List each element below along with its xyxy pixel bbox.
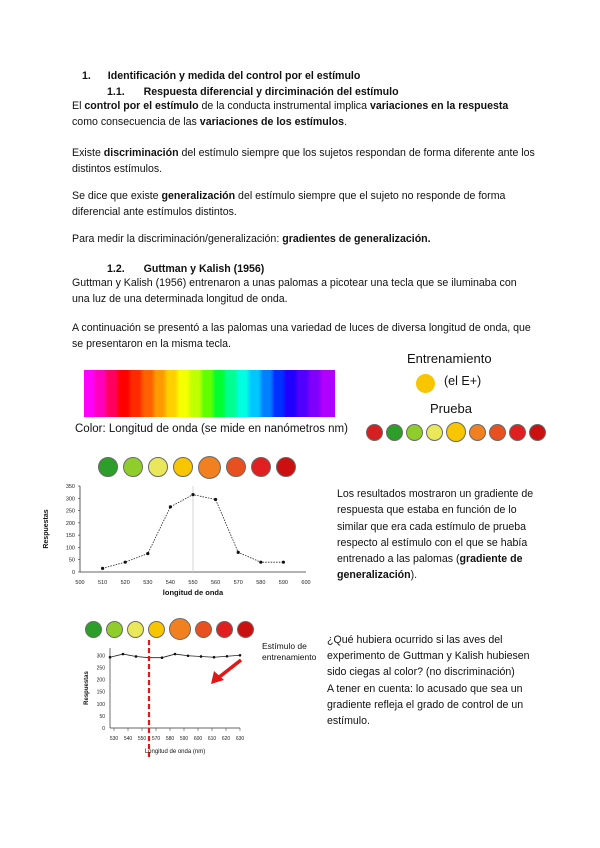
spectrum-stripe bbox=[132, 370, 145, 417]
test-stimulus-dot bbox=[366, 424, 383, 441]
test-stimulus-dot bbox=[127, 621, 144, 638]
test-stimuli-row bbox=[366, 422, 546, 442]
test-stimulus-dot bbox=[216, 621, 233, 638]
training-stimulus-annotation: Estímulo de entrenamiento bbox=[262, 641, 317, 662]
section-title: Guttman y Kalish (1956) bbox=[143, 263, 265, 275]
data-point bbox=[122, 653, 125, 656]
spectrum-stripe bbox=[274, 370, 287, 417]
spectrum-stripe bbox=[108, 370, 121, 417]
x-tick-label: 630 bbox=[235, 736, 245, 742]
data-point bbox=[191, 493, 194, 496]
y-tick-label: 100 bbox=[65, 545, 75, 552]
test-stimulus-dot bbox=[509, 424, 526, 441]
y-tick-label: 350 bbox=[65, 484, 75, 490]
spectrum-stripe bbox=[298, 370, 311, 417]
spectrum-stripe bbox=[286, 370, 299, 417]
section-1-1-heading bbox=[107, 86, 399, 98]
paragraph-guttman: Guttman y Kalish (1956) entrenaron a unas palomas a picotear una tecla que se iluminaba con una luz de una determinada longitud de onda. bbox=[72, 277, 517, 305]
spectrum-stripe bbox=[310, 370, 323, 417]
x-tick-label: 500 bbox=[75, 580, 85, 586]
section-number: 1.1. bbox=[107, 86, 125, 98]
x-tick-label: 560 bbox=[211, 580, 221, 586]
test-stimulus-dot bbox=[148, 621, 165, 638]
y-tick-label: 100 bbox=[96, 701, 105, 708]
test-stimulus-dot bbox=[226, 457, 246, 477]
spectrum-stripe bbox=[251, 370, 264, 417]
spectrum-stripe bbox=[155, 370, 168, 417]
chart1-stimuli-row bbox=[98, 455, 328, 479]
test-stimulus-dot bbox=[426, 424, 443, 441]
data-point bbox=[214, 498, 217, 501]
x-tick-label: 590 bbox=[179, 736, 189, 742]
y-tick-label: 50 bbox=[99, 713, 105, 720]
spectrum-stripe bbox=[120, 370, 133, 417]
section-number: 1. bbox=[82, 70, 91, 82]
section-number: 1.2. bbox=[107, 263, 125, 275]
x-tick-label: 550 bbox=[188, 580, 198, 586]
y-tick-label: 250 bbox=[96, 665, 105, 672]
spectrum-caption: Color: Longitud de onda (se mide en nanómetros nm) bbox=[75, 423, 348, 435]
x-tick-label: 620 bbox=[221, 736, 231, 742]
test-stimulus-dot bbox=[489, 424, 506, 441]
training-stimulus-dot bbox=[198, 456, 221, 479]
y-tick-label: 300 bbox=[96, 653, 105, 660]
y-tick-label: 150 bbox=[65, 533, 75, 540]
paragraph-measure: Para medir la discriminación/generalización: gradientes de generalización. bbox=[72, 233, 431, 245]
test-stimulus-dot bbox=[529, 424, 546, 441]
data-point bbox=[200, 655, 203, 658]
data-point bbox=[187, 654, 190, 657]
test-stimulus-dot bbox=[469, 424, 486, 441]
x-tick-label: 600 bbox=[301, 580, 311, 586]
test-stimulus-dot bbox=[251, 457, 271, 477]
data-point bbox=[146, 552, 149, 555]
results-paragraph: Los resultados mostraron un gradiente de respuesta que estaba en función de lo similar que era cada estímulo de prueba respecto al estímulo con el que se había entrenado a las palomas (gradiente de generalización). bbox=[337, 488, 534, 582]
y-tick-label: 250 bbox=[65, 508, 75, 515]
data-point bbox=[259, 561, 262, 564]
data-point bbox=[174, 653, 177, 656]
x-tick-label: 590 bbox=[278, 580, 288, 586]
x-tick-label: 540 bbox=[123, 736, 133, 742]
test-stimulus-dot bbox=[237, 621, 254, 638]
x-tick-label: 570 bbox=[151, 736, 161, 742]
test-stimulus-dot bbox=[123, 457, 143, 477]
paragraph-control: El control por el estímulo de la conducta instrumental implica variaciones en la respuesta como consecuencia de las variaciones de los estímulos. bbox=[72, 100, 509, 128]
spectrum-stripe bbox=[96, 370, 109, 417]
training-stimulus-dot bbox=[169, 618, 191, 640]
x-tick-label: 510 bbox=[98, 580, 108, 586]
arrow-shaft bbox=[218, 660, 241, 678]
y-tick-label: 0 bbox=[102, 726, 105, 732]
spectrum-stripe bbox=[167, 370, 180, 417]
training-label: (el E+) bbox=[444, 374, 482, 388]
spectrum-stripe bbox=[322, 370, 335, 417]
section-title: Identificación y medida del control por el estímulo bbox=[107, 70, 361, 82]
y-tick-label: 200 bbox=[65, 520, 75, 527]
spectrum-stripe bbox=[203, 370, 216, 417]
paragraph-generalization: Se dice que existe generalización del estímulo siempre que el sujeto no responde de forma diferencial ante estímulos distintos. bbox=[72, 190, 506, 218]
section-1-2-heading bbox=[107, 263, 264, 275]
spectrum-stripe bbox=[191, 370, 204, 417]
test-stimulus-dot bbox=[406, 424, 423, 441]
spectrum-stripe bbox=[84, 370, 97, 417]
data-point bbox=[282, 561, 285, 564]
no-discrimination-chart bbox=[78, 640, 328, 765]
y-tick-label: 300 bbox=[65, 496, 75, 503]
spectrum-stripe bbox=[179, 370, 192, 417]
y-axis-label: Respuestas bbox=[84, 671, 90, 705]
data-point bbox=[239, 654, 242, 657]
training-stimulus-dot bbox=[446, 422, 466, 442]
test-stimulus-dot bbox=[195, 621, 212, 638]
data-point bbox=[237, 551, 240, 554]
x-tick-label: 520 bbox=[120, 580, 130, 586]
spectrum-stripe bbox=[215, 370, 228, 417]
test-title: Prueba bbox=[430, 401, 472, 416]
x-tick-label: 550 bbox=[137, 736, 147, 742]
x-tick-label: 530 bbox=[143, 580, 153, 586]
data-point bbox=[226, 655, 229, 658]
training-title: Entrenamiento bbox=[407, 351, 492, 366]
data-point bbox=[135, 655, 138, 658]
x-axis-label: Longitud de onda (nm) bbox=[144, 749, 206, 755]
x-tick-label: 530 bbox=[109, 736, 119, 742]
spectrum-stripe bbox=[227, 370, 240, 417]
x-tick-label: 600 bbox=[193, 736, 203, 742]
test-stimulus-dot bbox=[276, 457, 296, 477]
section-1-heading bbox=[82, 70, 360, 82]
y-tick-label: 150 bbox=[96, 689, 105, 696]
question-paragraph: ¿Qué hubiera ocurrido si las aves del experimento de Guttman y Kalish hubiesen sido ciegas al color? (no discriminación) A tener en cuenta: lo acusado que sea un gradiente refleja el grado de control de un estímulo. bbox=[327, 634, 530, 728]
data-point bbox=[213, 656, 216, 659]
x-tick-label: 580 bbox=[256, 580, 266, 586]
section-title: Respuesta diferencial y dirciminación del estímulo bbox=[143, 86, 399, 98]
paragraph-test: A continuación se presentó a las palomas una variedad de luces de diversa longitud de onda, que se presentaron en la misma tecla. bbox=[72, 322, 531, 350]
x-tick-label: 570 bbox=[233, 580, 243, 586]
data-point bbox=[101, 567, 104, 570]
y-tick-label: 50 bbox=[68, 557, 75, 564]
spectrum-stripe bbox=[263, 370, 276, 417]
y-tick-label: 200 bbox=[96, 677, 105, 684]
test-stimulus-dot bbox=[148, 457, 168, 477]
test-stimulus-dot bbox=[98, 457, 118, 477]
color-spectrum bbox=[84, 370, 334, 417]
x-axis-label: longitud de onda bbox=[162, 588, 224, 597]
chart2-stimuli-row bbox=[85, 617, 260, 641]
training-stimulus-dot bbox=[416, 374, 435, 393]
y-axis-label: Respuestas bbox=[43, 509, 50, 549]
generalization-chart bbox=[38, 478, 328, 598]
spectrum-stripe bbox=[239, 370, 252, 417]
data-point bbox=[161, 656, 164, 659]
test-stimulus-dot bbox=[173, 457, 193, 477]
x-tick-label: 610 bbox=[207, 736, 217, 742]
y-tick-label: 0 bbox=[71, 570, 75, 576]
data-point bbox=[109, 656, 112, 659]
data-point bbox=[169, 505, 172, 508]
x-tick-label: 540 bbox=[165, 580, 175, 586]
x-tick-label: 580 bbox=[165, 736, 175, 742]
test-stimulus-dot bbox=[85, 621, 102, 638]
data-point bbox=[124, 561, 127, 564]
test-stimulus-dot bbox=[106, 621, 123, 638]
spectrum-stripe bbox=[144, 370, 157, 417]
paragraph-discrimination: Existe discriminación del estímulo siempre que los sujetos respondan de forma diferente ante los distintos estímulos. bbox=[72, 147, 535, 175]
test-stimulus-dot bbox=[386, 424, 403, 441]
